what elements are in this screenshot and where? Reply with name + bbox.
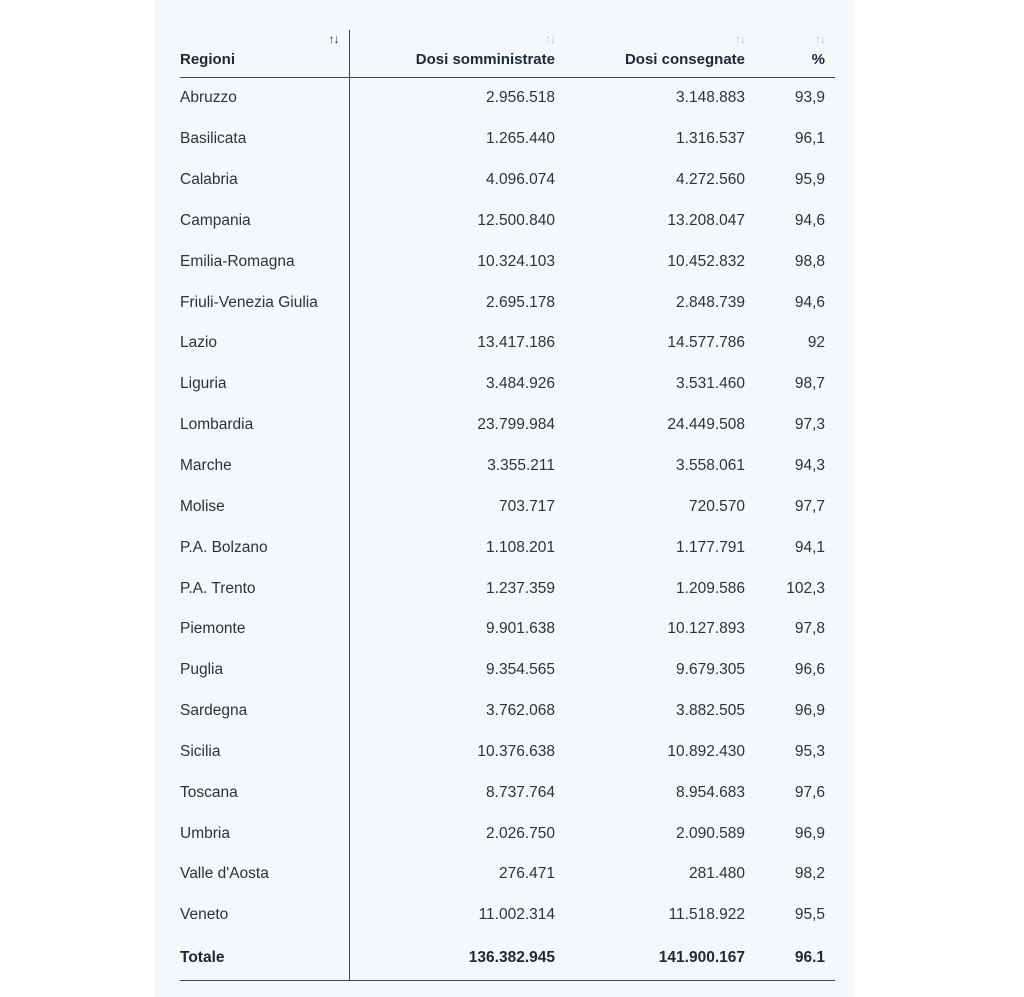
cell-percent: 94,3 <box>794 457 825 475</box>
cell-percent: 95,9 <box>794 171 825 189</box>
cell-percent: 96,6 <box>794 661 825 679</box>
cell-delivered: 4.272.560 <box>676 171 745 189</box>
cell-percent: 94,1 <box>794 538 825 556</box>
cell-region: Marche <box>180 446 349 487</box>
table-row <box>180 650 835 691</box>
cell-region: Piemonte <box>180 609 349 650</box>
cell-administered: 1.108.201 <box>486 538 555 556</box>
cell-delivered: 1.316.537 <box>676 130 745 148</box>
table-row <box>180 854 835 895</box>
cell-administered: 23.799.984 <box>477 416 555 434</box>
column-header-region[interactable] <box>180 30 349 78</box>
table-row <box>180 486 835 527</box>
cell-region: P.A. Trento <box>180 568 349 609</box>
cell-percent: 97,6 <box>794 783 825 801</box>
cell-delivered: 3.558.061 <box>676 457 745 475</box>
cell-region: Molise <box>180 486 349 527</box>
table-row <box>180 119 835 160</box>
cell-administered: 8.737.764 <box>486 783 555 801</box>
cell-delivered: 3.531.460 <box>676 375 745 393</box>
cell-delivered: 1.209.586 <box>676 579 745 597</box>
cell-region: Puglia <box>180 650 349 691</box>
cell-percent: 98,2 <box>794 865 825 883</box>
column-header-administered[interactable] <box>349 30 565 78</box>
cell-region: Toscana <box>180 772 349 813</box>
cell-delivered: 2.090.589 <box>676 824 745 842</box>
cell-delivered: 10.892.430 <box>667 742 745 760</box>
table-row <box>180 568 835 609</box>
cell-administered: 3.484.926 <box>486 375 555 393</box>
cell-administered: 11.002.314 <box>478 906 555 924</box>
cell-region: Emilia-Romagna <box>180 241 349 282</box>
cell-administered: 1.237.359 <box>486 579 555 597</box>
table-row <box>180 527 835 568</box>
cell-administered: 2.956.518 <box>486 89 555 107</box>
cell-administered: 10.324.103 <box>477 252 555 270</box>
cell-percent: 102,3 <box>786 579 825 597</box>
cell-region: Lombardia <box>180 405 349 446</box>
sort-arrows-icon[interactable]: ↑↓ <box>735 32 745 46</box>
cell-percent: 97,7 <box>794 497 825 515</box>
cell-region: Sardegna <box>180 691 349 732</box>
cell-delivered: 281.480 <box>688 865 745 883</box>
table-row <box>180 772 835 813</box>
column-header-percent[interactable] <box>755 30 835 78</box>
cell-administered: 1.265.440 <box>486 130 555 148</box>
cell-delivered: 11.518.922 <box>668 906 745 924</box>
table-row <box>180 282 835 323</box>
sort-arrows-icon[interactable]: ↑↓ <box>545 32 555 46</box>
table-body <box>180 78 835 981</box>
cell-region: Basilicata <box>180 119 349 160</box>
cell-delivered: 13.208.047 <box>667 211 745 229</box>
cell-delivered: 3.148.883 <box>676 89 745 107</box>
cell-percent: 93,9 <box>794 89 825 107</box>
cell-percent: 96,9 <box>794 824 825 842</box>
cell-administered: 2.026.750 <box>486 824 555 842</box>
table-row <box>180 446 835 487</box>
cell-region: Friuli-Venezia Giulia <box>180 282 349 323</box>
cell-region: Veneto <box>180 895 349 936</box>
cell-administered: 3.762.068 <box>486 702 555 720</box>
cell-delivered: 14.577.786 <box>667 334 745 352</box>
cell-administered: 9.901.638 <box>486 620 555 638</box>
table-row-total <box>180 936 835 981</box>
cell-administered: 3.355.211 <box>487 457 555 475</box>
cell-administered: 2.695.178 <box>486 293 555 311</box>
cell-percent: 94,6 <box>794 293 825 311</box>
table-row <box>180 895 835 936</box>
table-row <box>180 405 835 446</box>
cell-region: Valle d'Aosta <box>180 854 349 895</box>
cell-delivered: 10.452.832 <box>667 252 745 270</box>
table-header-row <box>180 30 835 78</box>
cell-delivered: 8.954.683 <box>676 783 745 801</box>
cell-percent: 94,6 <box>794 211 825 229</box>
cell-region: Abruzzo <box>180 78 349 119</box>
column-header-label: Regioni <box>180 51 235 68</box>
table-row <box>180 364 835 405</box>
cell-percent: 95,3 <box>794 742 825 760</box>
cell-delivered: 24.449.508 <box>667 416 745 434</box>
cell-percent: 97,8 <box>794 620 825 638</box>
cell-administered: 276.471 <box>498 865 555 883</box>
cell-percent: 95,5 <box>794 906 825 924</box>
cell-percent: 98,7 <box>794 375 825 393</box>
table-panel <box>155 0 855 997</box>
table-row <box>180 609 835 650</box>
cell-administered: 703.717 <box>498 497 555 515</box>
cell-delivered: 1.177.791 <box>676 538 745 556</box>
cell-region: Campania <box>180 201 349 242</box>
cell-percent: 97,3 <box>794 416 825 434</box>
sort-arrows-icon[interactable]: ↑↓ <box>328 32 339 46</box>
table-row <box>180 78 835 119</box>
vaccine-doses-table <box>180 30 835 981</box>
table-row <box>180 813 835 854</box>
cell-administered: 10.376.638 <box>477 742 555 760</box>
cell-region: Calabria <box>180 160 349 201</box>
cell-region: Umbria <box>180 813 349 854</box>
cell-delivered: 2.848.739 <box>676 293 745 311</box>
cell-region: Lazio <box>180 323 349 364</box>
cell-region: Liguria <box>180 364 349 405</box>
cell-percent: 98,8 <box>794 252 825 270</box>
cell-administered: 12.500.840 <box>477 211 555 229</box>
column-header-label: Dosi somministrate <box>415 51 555 68</box>
column-header-label: Dosi consegnate <box>624 51 745 68</box>
cell-delivered: 141.900.167 <box>565 936 755 981</box>
cell-delivered: 10.127.893 <box>667 620 745 638</box>
cell-administered: 13.417.186 <box>477 334 555 352</box>
table-row <box>180 732 835 773</box>
cell-administered: 9.354.565 <box>486 661 555 679</box>
cell-percent: 96,1 <box>794 130 825 148</box>
table-row <box>180 160 835 201</box>
sort-arrows-icon[interactable]: ↑↓ <box>815 32 825 46</box>
table-row <box>180 323 835 364</box>
cell-percent: 92 <box>807 334 825 352</box>
cell-administered: 4.096.074 <box>486 171 555 189</box>
cell-delivered: 720.570 <box>688 497 745 515</box>
cell-administered: 136.382.945 <box>349 936 565 981</box>
cell-region: Totale <box>180 936 349 981</box>
cell-percent: 96.1 <box>755 936 835 981</box>
column-header-label: % <box>811 51 825 68</box>
column-header-delivered[interactable] <box>565 30 755 78</box>
table-row <box>180 691 835 732</box>
table-row <box>180 241 835 282</box>
cell-region: P.A. Bolzano <box>180 527 349 568</box>
cell-region: Sicilia <box>180 732 349 773</box>
table-row <box>180 201 835 242</box>
cell-delivered: 9.679.305 <box>676 661 745 679</box>
cell-percent: 96,9 <box>794 702 825 720</box>
cell-delivered: 3.882.505 <box>676 702 745 720</box>
